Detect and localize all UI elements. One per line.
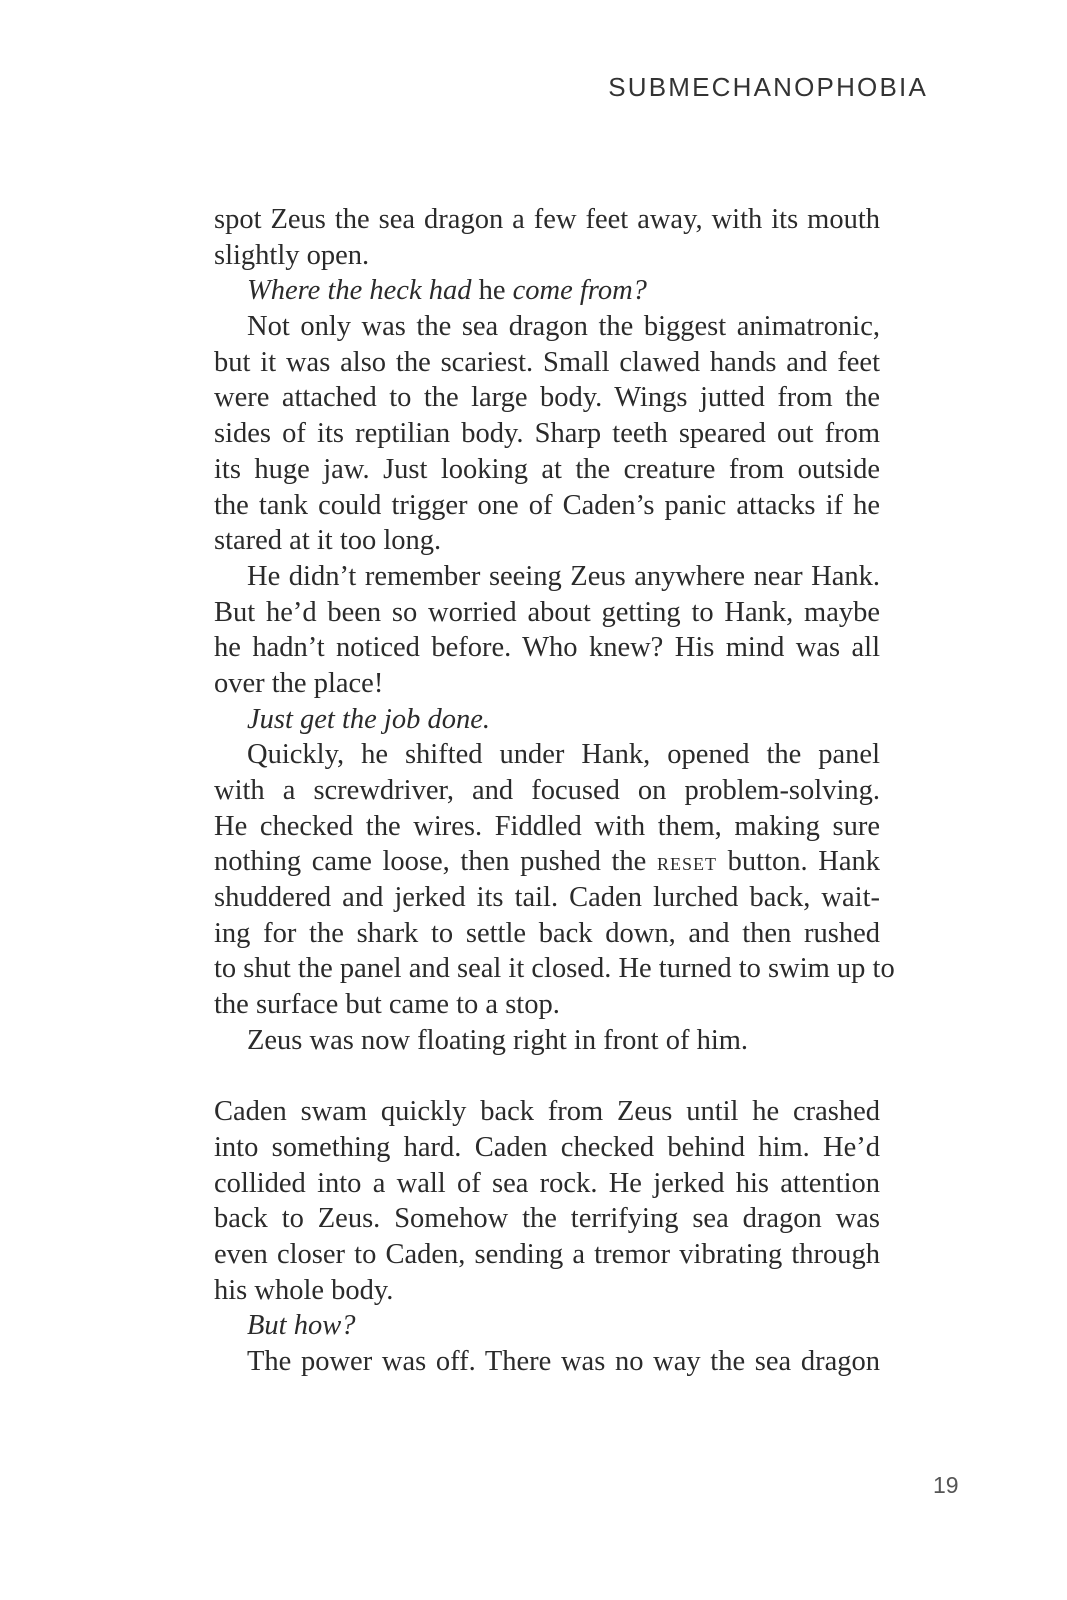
text-segment: Caden swam quickly back from Zeus until he crashed (214, 1096, 880, 1128)
text-line (214, 523, 880, 559)
text-line (214, 273, 880, 309)
text-segment: even closer to Caden, sending a tremor vibrating through (214, 1238, 880, 1270)
text-line (214, 488, 880, 524)
text-segment: sides of its reptilian body. Sharp teeth speared out from (214, 418, 880, 450)
text-line (214, 1308, 880, 1344)
text-segment: the surface but came to a stop. (214, 989, 560, 1021)
body-text (214, 202, 895, 1380)
text-segment: were attached to the large body. Wings jutted from the (214, 382, 880, 414)
text-segment: back to Zeus. Somehow the terrifying sea dragon was (214, 1203, 880, 1235)
text-line (214, 702, 880, 738)
text-line (214, 773, 880, 809)
text-line (214, 951, 895, 987)
section-break (214, 1059, 880, 1095)
text-line (214, 666, 880, 702)
running-header: SUBMECHANOPHOBIA (608, 72, 928, 102)
text-line (214, 1166, 880, 1202)
text-line (214, 844, 880, 880)
text-segment: he (471, 275, 513, 307)
italic-text: Where the heck had (247, 275, 472, 307)
text-line (214, 630, 880, 666)
text-segment: button. Hank (717, 846, 880, 878)
text-segment: nothing came loose, then pushed the (214, 846, 657, 878)
text-segment: with a screwdriver, and focused on problem-solving. (214, 775, 880, 806)
text-segment: Quickly, he shifted under Hank, opened the panel (247, 739, 880, 771)
text-line (214, 987, 880, 1023)
text-segment: into something hard. Caden checked behind him. He’d (214, 1131, 880, 1163)
text-segment: Zeus was now floating right in front of him. (247, 1024, 749, 1056)
text-segment: shuddered and jerked its tail. Caden lurched back, wait- (214, 882, 880, 914)
text-segment: He didn’t remember seeing Zeus anywhere near Hank. (247, 560, 880, 592)
text-line (214, 1273, 880, 1309)
text-line (214, 1237, 880, 1273)
text-segment: to shut the panel and seal it closed. He turned to swim up to (214, 953, 895, 985)
text-segment: stared at it too long. (214, 525, 442, 557)
text-line (214, 1023, 880, 1059)
text-line (214, 380, 880, 416)
text-line (214, 1344, 880, 1380)
italic-text: Just get the job done. (247, 703, 490, 735)
text-line (214, 238, 880, 274)
text-segment: collided into a wall of sea rock. He jerked his attention (214, 1167, 880, 1199)
text-line (214, 809, 880, 845)
text-line (214, 559, 880, 595)
text-line (214, 916, 880, 952)
text-line (214, 1130, 880, 1166)
small-caps-text: reset (656, 847, 717, 877)
text-segment: But he’d been so worried about getting to Hank, maybe (214, 596, 880, 628)
text-line (214, 880, 880, 916)
text-line (214, 1094, 880, 1130)
italic-text: But how? (247, 1310, 356, 1342)
text-line (214, 595, 880, 631)
page-number: 19 (933, 1472, 959, 1498)
text-segment: the tank could trigger one of Caden’s panic attacks if he (214, 489, 880, 521)
text-segment: he hadn’t noticed before. Who knew? His mind was all (214, 632, 880, 664)
text-line (214, 309, 880, 345)
text-segment: The power was off. There was no way the sea dragon (247, 1346, 880, 1377)
text-line (214, 452, 880, 488)
text-line (214, 345, 880, 381)
text-segment: Not only was the sea dragon the biggest animatronic, (247, 311, 880, 343)
text-segment: He checked the wires. Fiddled with them, making sure (214, 810, 880, 842)
text-segment: its huge jaw. Just looking at the creature from outside (214, 453, 880, 485)
text-line (214, 416, 880, 452)
text-line (214, 202, 880, 238)
text-line (214, 1201, 880, 1237)
text-segment: slightly open. (214, 239, 370, 271)
text-segment: ing for the shark to settle back down, and then rushed (214, 917, 880, 949)
text-segment: over the place! (214, 667, 384, 699)
text-segment: spot Zeus the sea dragon a few feet away, with its mouth (214, 204, 880, 235)
text-segment: his whole body. (214, 1274, 394, 1306)
text-segment: but it was also the scariest. Small clawed hands and feet (214, 346, 880, 378)
italic-text: come from? (512, 275, 647, 307)
text-line (214, 737, 880, 773)
